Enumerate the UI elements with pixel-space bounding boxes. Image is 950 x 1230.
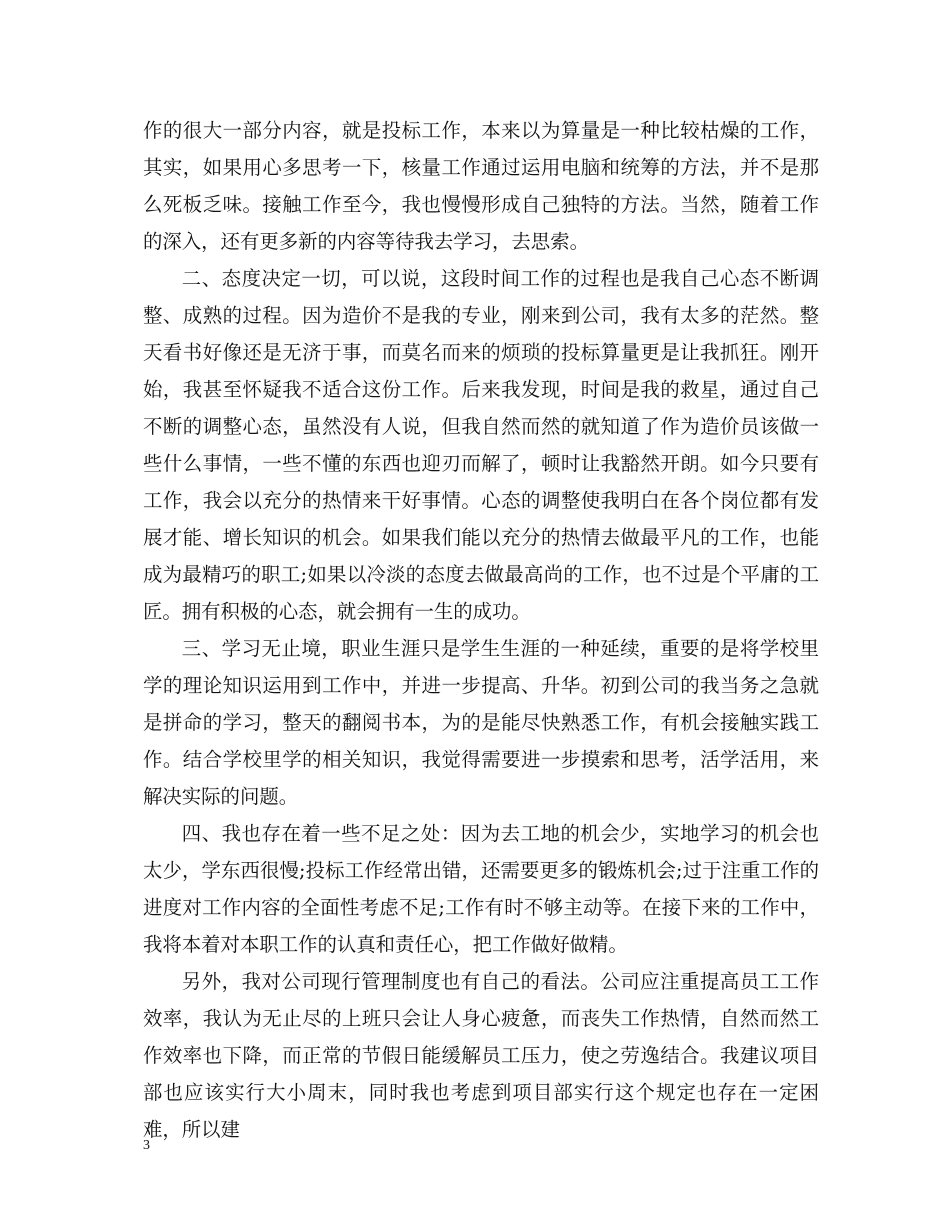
paragraph-attitude: 二、态度决定一切，可以说，这段时间工作的过程也是我自己心态不断调整、成熟的过程。因为造价不是我的专业，刚来到公司，我有太多的茫然。整天看书好像还是无济于事，而莫名而来的烦琐的投标算量更是让我抓狂。刚开始，我甚至怀疑我不适合这份工作。后来我发现，时间是我的救星，通过自己不断的调整心态，虽然没有人说，但我自然而然的就知道了作为造价员该做一些什么事情，一些不懂的东西也迎刃而解了，顿时让我豁然开朗。如今只要有工作，我会以充分的热情来干好事情。心态的调整使我明白在各个岗位都有发展才能、增长知识的机会。如果我们能以充分的热情去做最平凡的工作，也能成为最精巧的职工;如果以冷淡的态度去做最高尚的工作，也不过是个平庸的工匠。拥有积极的心态，就会拥有一生的成功。 <box>143 267 819 623</box>
paragraph-learning: 三、学习无止境，职业生涯只是学生生涯的一种延续，重要的是将学校里学的理论知识运用到工作中，并进一步提高、升华。初到公司的我当务之急就是拼命的学习，整天的翻阅书本，为的是能尽快熟悉工作，有机会接触实践工作。结合学校里学的相关知识，我觉得需要进一步摸索和思考，活学活用，来解决实际的问题。 <box>143 637 819 808</box>
paragraph-work-content: 作的很大一部分内容，就是投标工作，本来以为算量是一种比较枯燥的工作，其实，如果用心多思考一下，核量工作通过运用电脑和统筹的方法，并不是那么死板乏味。接触工作至今，我也慢慢形成自己独特的方法。当然，随着工作的深入，还有更多新的内容等待我去学习，去思索。 <box>143 119 819 253</box>
paragraph-shortcomings: 四、我也存在着一些不足之处：因为去工地的机会少，实地学习的机会也太少，学东西很慢;投标工作经常出错，还需要更多的锻炼机会;过于注重工作的进度对工作内容的全面性考虑不足;工作有时不够主动等。在接下来的工作中，我将本着对本职工作的认真和责任心，把工作做好做精。 <box>143 822 819 956</box>
document-body <box>143 112 819 1148</box>
page-number: 3 <box>143 1138 150 1153</box>
paragraph-management-views: 另外，我对公司现行管理制度也有自己的看法。公司应注重提高员工工作效率，我认为无止尽的上班只会让人身心疲惫，而丧失工作热情，自然而然工作效率也下降，而正常的节假日能缓解员工压力，使之劳逸结合。我建议项目部也应该实行大小周末，同时我也考虑到项目部实行这个规定也存在一定困难，所以建 <box>143 970 819 1141</box>
